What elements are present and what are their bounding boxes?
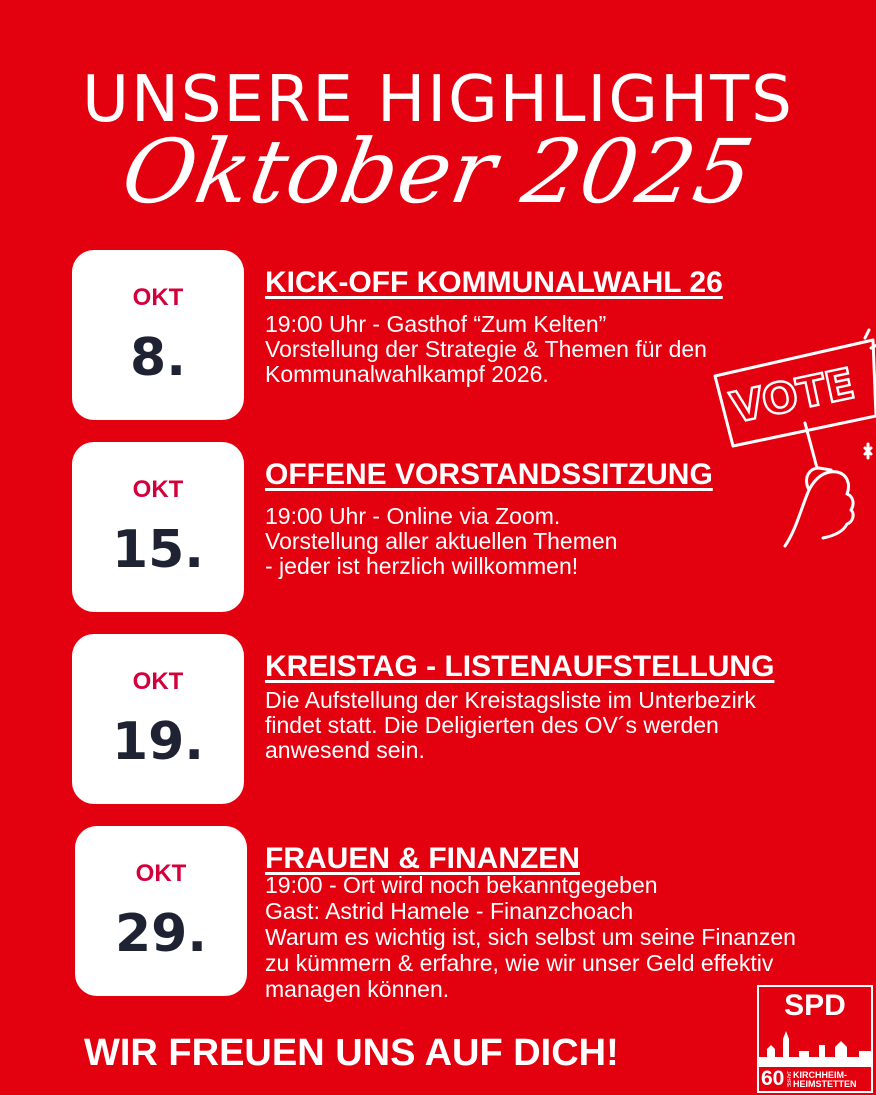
spd-wordmark: SPD [784,989,846,1022]
event-line: findet statt. Die Deligierten des OV´s werden [265,712,719,738]
date-card [75,826,247,996]
date-month: OKT [135,860,187,887]
event-title: FRAUEN & FINANZEN [265,842,580,875]
event-line: 19:00 Uhr - Gasthof “Zum Kelten” [265,311,607,337]
event-line: Gast: Astrid Hamele - Finanzchoach [265,898,634,924]
town-line: HEIMSTETTEN [793,1079,857,1089]
town-line: KIRCHHEIM- [793,1070,847,1080]
spd-logo [757,985,873,1093]
skyline-icon [759,1027,873,1067]
date-day: 29. [114,904,208,964]
date-day: 8. [130,328,186,388]
event-title: KREISTAG - LISTENAUFSTELLUNG [265,650,775,683]
event-line: Vorstellung aller aktuellen Themen [265,528,618,554]
month-script-title: Oktober 2025 [114,120,762,223]
event-line: managen können. [265,976,450,1002]
event-line: Vorstellung der Strategie & Themen für den [265,336,707,362]
anniversary-word: JAHRE [785,1071,791,1088]
event-line: Warum es wichtig ist, sich selbst um seine Finanzen [265,924,796,950]
anniversary-number: 60 [761,1067,785,1090]
vote-sign-label: VOTE [726,358,859,433]
event-line: 19:00 Uhr - Online via Zoom. [265,503,561,529]
event-line: - jeder ist herzlich willkommen! [265,553,579,579]
vote-sign-icon [705,318,876,558]
event-line: Kommunalwahlkampf 2026. [265,361,549,387]
date-month: OKT [132,284,184,311]
date-month: OKT [132,668,184,695]
date-card [72,250,244,420]
event-line: zu kümmern & erfahre, wie wir unser Geld effektiv [265,950,774,976]
event-title: KICK-OFF KOMMUNALWAHL 26 [265,266,723,299]
event-title: OFFENE VORSTANDSSITZUNG [265,458,713,491]
event-description [265,872,865,1002]
event-description [265,688,865,763]
event-line: Die Aufstellung der Kreistagsliste im Unterbezirk [265,687,756,713]
date-card [72,634,244,804]
event-line: anwesend sein. [265,737,425,763]
date-card [72,442,244,612]
date-day: 19. [111,712,205,772]
headline: UNSERE HIGHLIGHTS [82,63,794,137]
town-name [793,1071,857,1089]
date-day: 15. [111,520,205,580]
closing-message: WIR FREUEN UNS AUF DICH! [84,1032,619,1074]
event-line: 19:00 - Ort wird noch bekanntgegeben [265,872,658,898]
date-month: OKT [132,476,184,503]
